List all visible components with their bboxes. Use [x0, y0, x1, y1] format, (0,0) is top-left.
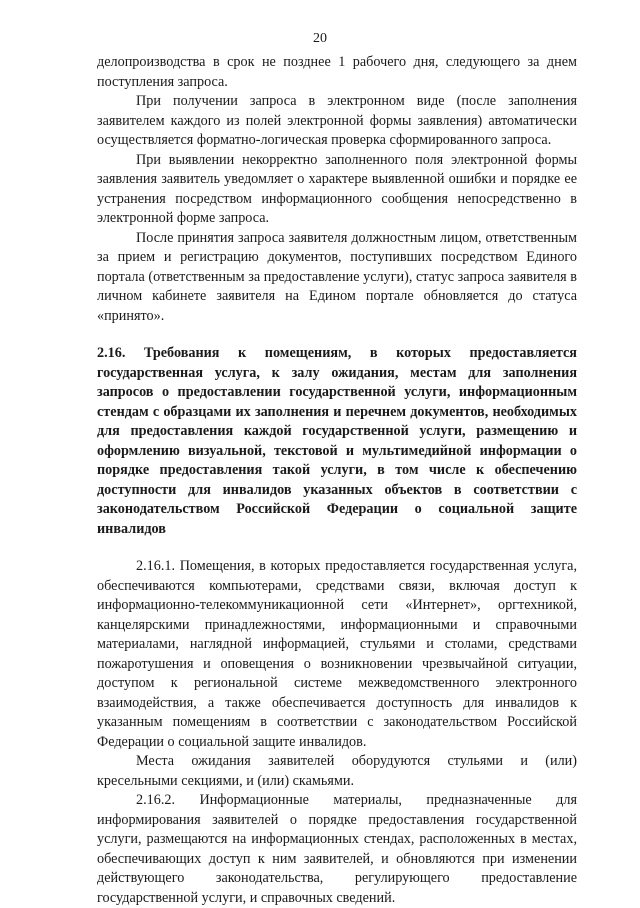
document-body — [97, 53, 577, 908]
section-heading-2-16: 2.16. Требования к помещениям, в которых предоставляется государственная услуга, к залу ожидания, местам для заполнения запросов о предоставлении государственной услуги, информационным стендам с образцами их заполнения и перечнем документов, необходимых для предоставления каждой государственной услуги, размещению и оформлению визуальной, текстовой и мультимедийной информации о порядке предоставления такой услуги, в том числе к обеспечению доступности для инвалидов указанных объектов в соответствии с законодательством Российской Федерации о социальной защите инвалидов — [97, 345, 577, 537]
paragraph-2-16-2: 2.16.2. Информационные материалы, предназначенные для информирования заявителей о порядке предоставления государственной услуги, размещаются на информационных стендах, расположенных в местах, обеспечивающих доступ к ним заявителей, и обновляются при изменении действующего законодательства, регулирующего предоставление государственной услуги, и справочных сведений. — [97, 792, 577, 906]
paragraph-2-16-1: 2.16.1. Помещения, в которых предоставляется государственная услуга, обеспечиваются компьютерами, средствами связи, включая доступ к информационно-телекоммуникационной сети «Интернет», оргтехникой, канцелярскими принадлежностями, информационными и справочными материалами, наглядной информацией, стульями и столами, средствами пожаротушения и оповещения о возникновении чрезвычайной ситуации, доступом к региональной системе межведомственного электронного взаимодействия, а также обеспечивается доступность для инвалидов к указанным помещениям в соответствии с законодательством Российской Федерации о социальной защите инвалидов. — [97, 558, 577, 750]
paragraph-request-accepted: После принятия запроса заявителя должностным лицом, ответственным за прием и регистрацию документов, поступивших посредством Единого портала (ответственным за предоставление услуги), статус запроса заявителя в личном кабинете заявителя на Едином портале обновляется до статуса «принято». — [97, 229, 577, 324]
paragraph-waiting-places: Места ожидания заявителей оборудуются стульями и (или) кресельными секциями, и (или) скамьями. — [97, 753, 577, 789]
paragraph-incorrect-field: При выявлении некорректно заполненного поля электронной формы заявления заявитель уведомляет о характере выявленной ошибки и порядке ее устранения посредством информационного сообщения непосредственно в электронной форме запроса. — [97, 151, 577, 226]
paragraph-continuation: делопроизводства в срок не позднее 1 рабочего дня, следующего за днем поступления запроса. — [97, 54, 577, 90]
paragraph-electronic-request: При получении запроса в электронном виде (после заполнения заявителем каждого из полей электронной формы заявления) автоматически осуществляется форматно-логическая проверка сформированного запроса. — [97, 93, 577, 148]
page-number: 20 — [313, 31, 327, 46]
